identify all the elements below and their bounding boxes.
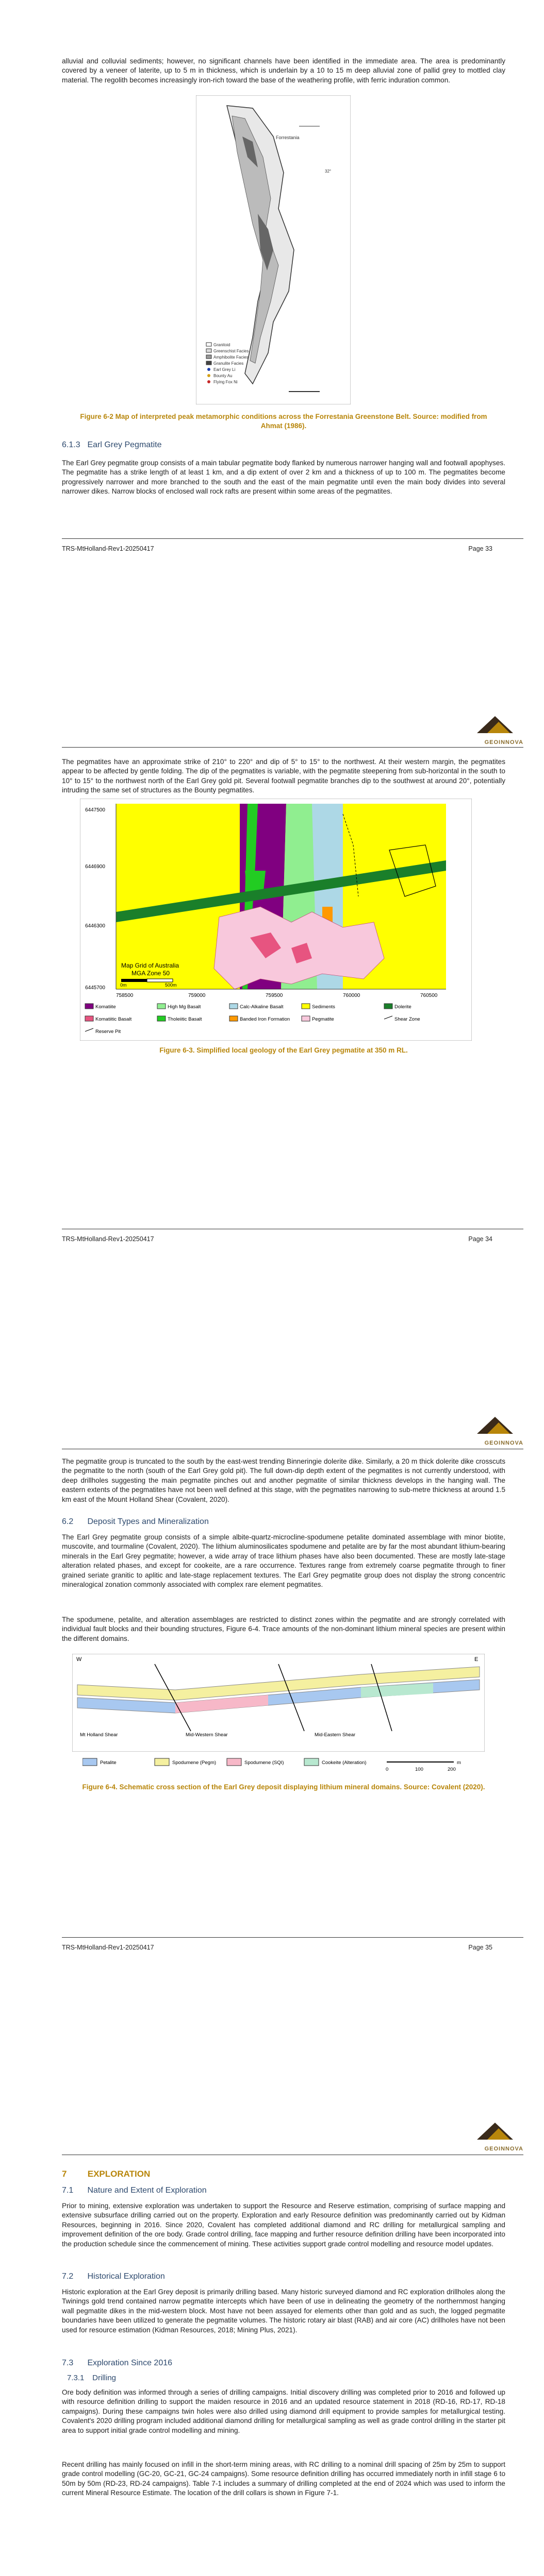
- svg-text:200: 200: [448, 1767, 456, 1772]
- footer-page-number: Page 34: [468, 1235, 492, 1243]
- pegmatite-strike-paragraph: The pegmatites have an approximate strike of 210° to 220° and dip of 5° to 15° to the northwest. At their western margin, the pegmatites appear to be affected by gentle folding. The dip of the pegmatites is variable, with the pegmatite steepening from sub-horizontal in the south to 10° to 15° to the northwest north of the Earl Grey gold pit. Several footwall pegmatite branches dip to the southwest at around 20°, potentially intruding the same set of structures as the Bounty pegmatites.: [62, 758, 505, 794]
- svg-text:100: 100: [415, 1767, 423, 1772]
- chapter-number: 7: [62, 2169, 67, 2179]
- section-number: 6.2: [62, 1517, 74, 1526]
- section-6-1-3-heading: [62, 440, 162, 450]
- mineralization-paragraph: The Earl Grey pegmatite group consists of a simple albite-quartz-microcline-spodumene petalite dominated assemblage with minor biotite, muscovite, and tourmaline (Covalent, 2020). The lithium aluminosilicates spodumene and petalite are by far the most abundant lithium-bearing minerals in the Earl Grey pegmatite; however, a wide array of trace lithium phases have also been documented. These are mostly late-stage alteration related phases, and except for cookeite, are a rare occurrence. Textures range from extremely coarse pegmatite through to finer grained seriate granitic to aplitic and late-stage replacement textures. The Earl Grey pegmatite group does not display the strong concentric mineralogical zonation commonly associated with complex rare element pegmatites.: [62, 1533, 505, 1589]
- svg-text:Flying Fox Ni: Flying Fox Ni: [213, 380, 238, 384]
- exploration-extent-paragraph: Prior to mining, extensive exploration was undertaken to support the Resource and Reserve estimation, comprising of surface mapping and extensive subsurface drilling carried out on the property. Exploration and early Resource definition was predominantly carried out by Kidman Resources, beginning in 2016. Since 2020, Covalent has completed additional diamond and RC drilling for metallurgical sampling and improvement definition of the ore body. Grade control drilling, face mapping and further resource definition drilling have been incorporated into the production schedule since the commencement of mining. These activities support grade control modelling and resource model updates.: [62, 2202, 505, 2248]
- svg-text:Calc-Alkaline Basalt: Calc-Alkaline Basalt: [240, 1004, 284, 1010]
- svg-text:Amphibolite Facies: Amphibolite Facies: [213, 355, 249, 360]
- figure-6-4-caption: Figure 6-4. Schematic cross section of the Earl Grey deposit displaying lithium mineral domains. Source: Covalent (2020).: [82, 1783, 485, 1791]
- logo-text: GEOINNOVA: [484, 739, 523, 745]
- page-34: [0, 706, 544, 1401]
- intro-paragraph: alluvial and colluvial sediments; however, no significant channels have been identified in the immediate area. The area is predominantly covered by a veneer of laterite, up to 5 m in thickness, which is underlain by a 10 to 15 m deep alluvial zone of pallid grey to mottled clay material. The regolith becomes increasingly iron-rich toward the base of the weathering profile, with ferric induration common.: [62, 57, 505, 84]
- svg-text:Shear Zone: Shear Zone: [394, 1016, 420, 1022]
- section-7-1-heading: [62, 2186, 207, 2195]
- svg-text:Pegmatite: Pegmatite: [312, 1016, 334, 1022]
- x-tick: 758500: [116, 993, 134, 998]
- svg-text:Cookeite (Alteration): Cookeite (Alteration): [322, 1760, 367, 1766]
- x-tick: 759500: [266, 993, 283, 998]
- footer: [62, 1235, 523, 1243]
- town-label: Forrestania: [276, 135, 300, 140]
- figure-6-2-caption: Figure 6-2 Map of interpreted peak metamorphic conditions across the Forrestania Greenstone Belt. Source: modified from Ahmat (1986).: [80, 413, 487, 430]
- svg-text:Komatiitic Basalt: Komatiitic Basalt: [95, 1016, 132, 1022]
- svg-text:0: 0: [386, 1767, 389, 1772]
- west-label: W: [76, 1656, 82, 1663]
- local-geology-map: [80, 799, 472, 1041]
- section-title: Exploration Since 2016: [87, 2359, 173, 2367]
- section-title: Historical Exploration: [87, 2272, 165, 2281]
- metamorphic-map: [196, 95, 351, 404]
- chapter-title: EXPLORATION: [87, 2169, 151, 2179]
- map-zone-label: MGA Zone 50: [131, 970, 170, 977]
- section-7-3-1-heading: [67, 2374, 116, 2382]
- section-number: 7.1: [62, 2186, 74, 2195]
- footer-page-number: Page 35: [468, 1944, 492, 1951]
- svg-text:Petalite: Petalite: [100, 1760, 117, 1766]
- section-number: 6.1.3: [62, 440, 80, 449]
- page-36: [0, 2117, 544, 2576]
- svg-text:Earl Grey Li: Earl Grey Li: [213, 367, 236, 372]
- x-tick: 759000: [188, 993, 206, 998]
- footer: [62, 545, 523, 552]
- cross-section-legend: [83, 1754, 474, 1777]
- svg-text:Komatiite: Komatiite: [95, 1004, 116, 1010]
- section-6-2-heading: [62, 1517, 209, 1527]
- section-number: 7.2: [62, 2272, 74, 2281]
- east-label: E: [474, 1656, 479, 1663]
- footer-doc-id: TRS-MtHolland-Rev1-20250417: [62, 1235, 154, 1243]
- figure-6-3-caption: Figure 6-3. Simplified local geology of the Earl Grey pegmatite at 350 m RL.: [159, 1046, 408, 1054]
- footer-doc-id: TRS-MtHolland-Rev1-20250417: [62, 1944, 154, 1951]
- geoinnova-logo: [461, 2120, 523, 2152]
- cross-section-diagram: [72, 1654, 485, 1752]
- section-7-3-heading: [62, 2359, 172, 2368]
- section-7-2-heading: [62, 2272, 165, 2281]
- geoinnova-logo: [461, 714, 523, 745]
- svg-text:Dolerite: Dolerite: [394, 1004, 411, 1010]
- footer: [62, 1944, 523, 1951]
- spodumene-paragraph: The spodumene, petalite, and alteration assemblages are restricted to distinct zones within the pegmatite and are strongly correlated with individual fault blocks and their bounding structures, Figure 6-4. Trace amounts of the non-dominant lithium mineral species are present within the different domains.: [62, 1616, 505, 1642]
- y-tick: 6446900: [85, 864, 105, 870]
- y-tick: 6446300: [85, 923, 105, 929]
- svg-text:Greenschist Facies: Greenschist Facies: [213, 349, 249, 353]
- shear-label: Mid-Western Shear: [186, 1732, 228, 1738]
- section-title: Earl Grey Pegmatite: [87, 440, 162, 449]
- section-title: Deposit Types and Mineralization: [87, 1517, 209, 1526]
- drilling-paragraph-2: Recent drilling has mainly focused on infill in the short-term mining areas, with RC drilling to a nominal drill spacing of 25m by 25m to support grade control modelling (GC-20, GC-21, GC-24 campaigns). Some resource definition drilling has occurred immediately north in infill stage 6 to 50m by 50m (RD-23, RD-24 campaigns). Table 7-1 includes a summary of drilling completed at the end of 2024 which was used to inform the current Mineral Resource Estimate. The location of the drill collars is shown in Figure 7-1.: [62, 2461, 505, 2497]
- footer-page-number: Page 33: [468, 545, 492, 552]
- svg-text:Sediments: Sediments: [312, 1004, 335, 1010]
- historical-exploration-paragraph: Historic exploration at the Earl Grey deposit is primarily drilling based. Many historic surveyed diamond and RC exploration drillholes along the Twinings gold trend contained narrow pegmatite intercepts which have been of use in delineating the geometry of the northernmost hanging wall pegmatite dikes in the mid-western block. Most have not been assayed for elements other than gold and as such, the logged pegmatite boundaries have been utilized to generate the pegmatite volumes. The historic rotary air blast (RAB) and air core (AC) drillholes have not been used for resource estimation (Kidman Resources, 2018; Mining Plus, 2021).: [62, 2288, 505, 2334]
- section-title: Drilling: [92, 2374, 117, 2382]
- x-tick: 760500: [420, 993, 438, 998]
- svg-text:High Mg Basalt: High Mg Basalt: [168, 1004, 201, 1010]
- section-number: 7.3: [62, 2359, 74, 2367]
- svg-text:32°: 32°: [325, 169, 332, 174]
- logo-text: GEOINNOVA: [484, 1440, 523, 1446]
- svg-text:Spodumene (SQI): Spodumene (SQI): [244, 1760, 284, 1766]
- shear-label: Mid-Eastern Shear: [315, 1732, 356, 1738]
- page-35: [0, 1412, 544, 2107]
- chapter-7-heading: [62, 2169, 150, 2179]
- drilling-paragraph-1: Ore body definition was informed through a series of drilling campaigns. Initial discovery drilling was completed prior to 2016 and followed up with resource definition drilling to support the maiden resource in 2016 and an updated resource statement in 2018 (RD-16, RD-17, RD-18 campaigns). During these campaigns twin holes were also drilled using diamond drill equipment to provide samples for metallurgical testing. Covalent's 2020 drilling program included additional diamond drilling for metallurgical sampling as well as grade control drilling in the starter pit area to support initial grade control modelling and mining.: [62, 2388, 505, 2434]
- svg-text:500m: 500m: [165, 982, 177, 988]
- page-33: [0, 0, 544, 696]
- footer-doc-id: TRS-MtHolland-Rev1-20250417: [62, 545, 154, 552]
- map-grid-label: Map Grid of Australia: [121, 962, 179, 969]
- truncation-paragraph: The pegmatite group is truncated to the south by the east-west trending Binneringie dolerite dike. Similarly, a 20 m thick dolerite dike crosscuts the pegmatite to the north (south of the Earl Grey gold pit). The full down-dip depth extent of the pegmatites is not currently understood, with deep drillholes suggesting the main pegmatite pinches out and another pegmatite of similar thickness develops in the hanging wall. The eastern extents of the pegmatites have not been well defined at this stage, with the pegmatites narrowing to sub-metre thickness at around 1.5 km east of the Mount Holland Shear (Covalent, 2020).: [62, 1458, 505, 1503]
- svg-text:Spodumene (Pegm): Spodumene (Pegm): [172, 1760, 217, 1766]
- shear-label: Mt Holland Shear: [80, 1732, 118, 1738]
- x-tick: 760000: [343, 993, 360, 998]
- svg-text:Granulite Facies: Granulite Facies: [213, 361, 244, 366]
- svg-text:m: m: [457, 1760, 461, 1766]
- svg-text:Reserve Pit: Reserve Pit: [95, 1029, 121, 1035]
- section-number: 7.3.1: [67, 2374, 85, 2382]
- section-title: Nature and Extent of Exploration: [87, 2186, 207, 2195]
- svg-text:Granitoid: Granitoid: [213, 343, 230, 347]
- svg-text:Tholeiitic Basalt: Tholeiitic Basalt: [168, 1016, 202, 1022]
- logo-text: GEOINNOVA: [484, 2146, 523, 2152]
- svg-text:Bounty Au: Bounty Au: [213, 374, 233, 378]
- svg-text:0m: 0m: [120, 982, 127, 988]
- y-tick: 6447500: [85, 807, 105, 813]
- earl-grey-pegmatite-paragraph: The Earl Grey pegmatite group consists of a main tabular pegmatite body flanked by numerous narrower hanging wall and footwall apophyses. The pegmatite has a strike length of at least 1 km, and a dip extent of over 2 km and a thickness of up to 100 m. The pegmatites become progressively narrower and more branched to the south and the east of the main pegmatite until even the main body divides into several narrower dikes. Narrow blocks of enclosed wall rock rafts are present within some areas of the pegmatites.: [62, 459, 505, 496]
- svg-text:Banded Iron Formation: Banded Iron Formation: [240, 1016, 290, 1022]
- y-tick: 6445700: [85, 985, 105, 991]
- geoinnova-logo: [461, 1414, 523, 1446]
